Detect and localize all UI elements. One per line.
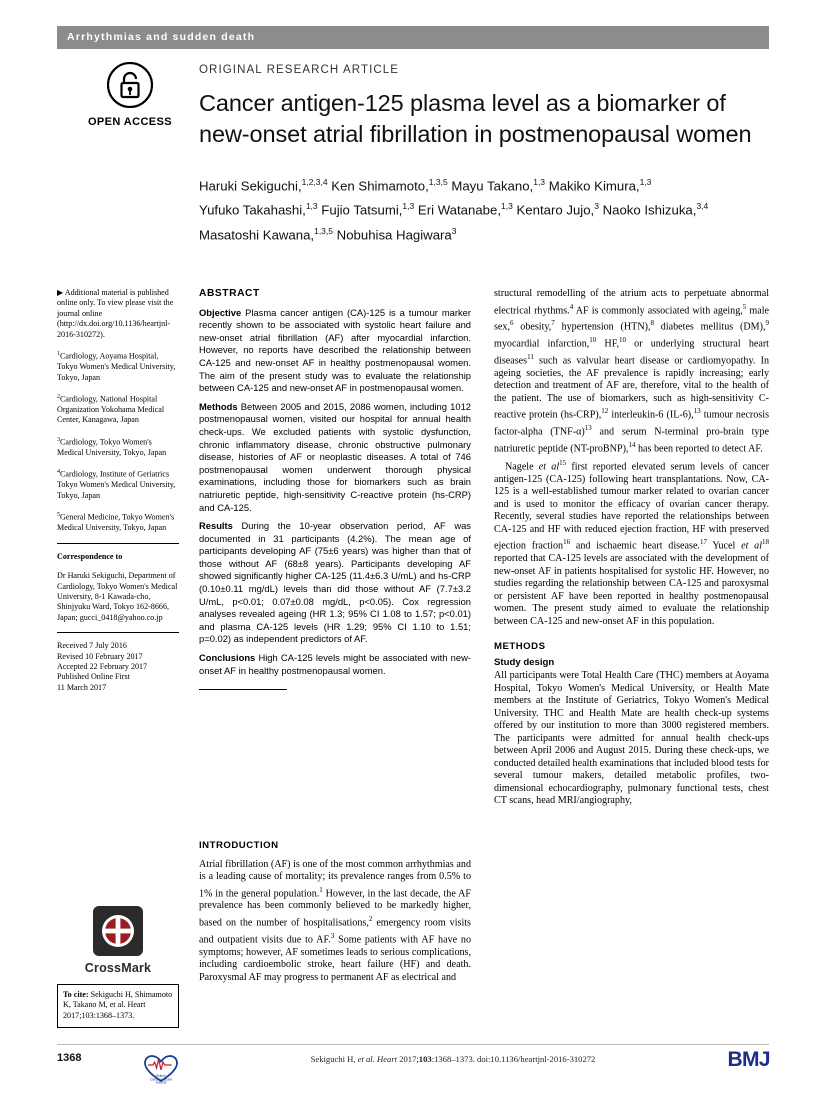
affiliation-1: $^1$Cardiology, Aoyama Hospital, Tokyo Women's Medical University, Tokyo, Japan — [57, 351, 176, 382]
affil-marker: 1,3 — [501, 201, 513, 212]
to-cite-text: Sekiguchi H, Shimamoto K, Takano M, et al. Heart 2017;103:1368–1373. — [63, 990, 173, 1020]
affil-marker: 1,3,5 — [428, 177, 448, 187]
divider — [57, 543, 179, 544]
affil-marker: 1,2,3,4 — [301, 177, 328, 187]
author-name: Fujio Tatsumi, — [317, 202, 403, 218]
affiliation-2: $^2$Cardiology, National Hospital Organization Yokohama Medical Center, Kanagawa, Japan — [57, 393, 165, 425]
body-right-column — [494, 288, 769, 809]
author-name: Kentaro Jujo, — [512, 202, 595, 218]
correspondence-heading: Correspondence to — [57, 551, 123, 561]
body-paragraph-3: All participants were Total Health Care (THC) members at Aoyama Hospital, Tokyo Women's Medical University, or Health Mate members at the Institute of Geriatrics, Tokyo Women's Medical University. THC and Health Mate are health check-up systems offered by our institution to more than 3000 registered members. The participants were admitted for annual health check-ups between April 2006 and August 2015. During these check-ups, we conducted detailed health examinations that included blood tests for several tumour makers, detailed metabolic profiles, two-dimensional echocardiography, pulmonary functional tests, chest CT scans, head MRI/angiography, — [494, 670, 769, 807]
introduction-heading: INTRODUCTION — [199, 840, 279, 851]
affil-marker: 3 — [594, 201, 599, 212]
footer-divider — [57, 1044, 769, 1045]
affiliation-5: $^5$General Medicine, Tokyo Women's Medical University, Tokyo, Japan — [57, 512, 175, 533]
methods-heading: METHODS — [494, 641, 546, 653]
author-name: Eri Watanabe, — [414, 202, 501, 218]
to-cite-box — [57, 984, 179, 1028]
page-number: 1368 — [57, 1052, 82, 1064]
affil-marker: 1,3 — [533, 177, 546, 187]
author-name: Nobuhisa Hagiwara — [333, 227, 452, 243]
introduction-paragraph: Atrial fibrillation (AF) is one of the most common arrhythmias and is a leading cause of mortality; its prevalence ranges from 0.5% to 1% in the general population.$^1$ However, in the last decade, the AF prevalence has been commonly believed to be markedly higher, based on the number of hospitalisations,$^2$ emergency room visits and outpatient visits due to AF.$^3$ Some patients with AF have no symptoms; however, AF sometimes leads to serious complications, including cardioembolic stroke, heart failure (HF) and death. Paroxysmal AF may progress to permanent AF as electrical and — [199, 858, 472, 983]
svg-text:British: British — [156, 1074, 166, 1078]
divider — [57, 632, 179, 633]
body-paragraph-2: Nagele et $al^{15}$ first reported elevated serum levels of cancer antigen-125 (CA-125) following heart transplantations. Now, CA-125 is a well-established tumour marker related to ovarian cancer and is used to monitor the efficacy of ovarian cancer therapy. Recently, several studies have reported the relationships between CA-125 and HF with reduced ejection fraction, HF with preserved ejection fraction$^{16}$ and ischaemic heart disease.$^{17}$ Yucel et $al^{18}$ reported that CA-125 levels are associated with the development of new-onset AF in patients hospitalised for systolic HF. However, no studies regarding the relationship between CA-125 and paroxysmal or persistent AF have been reported in healthy postmenopausal women. The present study aimed to evaluate the relationship between CA-125 and new-onset AF in this population. — [494, 459, 770, 627]
affil-marker: 1,3,5 — [314, 225, 333, 236]
open-access-badge — [75, 62, 185, 128]
open-access-label: OPEN ACCESS — [87, 116, 173, 128]
study-design-heading: Study design — [494, 656, 555, 668]
affil-marker: 1,3 — [402, 201, 415, 212]
author-name: Haruki Sekiguchi, — [199, 178, 302, 194]
divider — [199, 689, 287, 690]
publisher-logo: BMJ — [727, 1048, 770, 1071]
article-type-kicker: ORIGINAL RESEARCH ARTICLE — [199, 64, 400, 76]
body-paragraph-1: structural remodelling of the atrium acts to perpetuate abnormal electrical rhythms.$^4$ AF is commonly associated with ageing,$^5$ male sex,$^6$ obesity,$^7$ hypertension (HTN),$^8$ diabetes mellitus (DM),$^9$ myocardial infarction,$^{10}$ HF,$^{10}$ or underlying structural heart diseases$^{11}$ such as valvular heart disease or cardiomyopathy. In ageing societies, the AF prevalence is rapidly increasing; early detection and treatment of AF are, therefore, vital to the health of the patient. The use of biomarkers, such as high-sensitivity C-reactive protein (hs-CRP),$^{12}$ interleukin-6 (IL-6),$^{13}$ tumour necrosis factor-alpha $(TNF-\alpha)^{13}$ and serum N-terminal pro-brain type natriuretic peptide (NT-proBNP),$^{14}$ has been reported to detect AF. — [494, 288, 769, 455]
svg-text:Cardiovascular: Cardiovascular — [150, 1077, 172, 1082]
author-name: Ken Shimamoto, — [327, 178, 429, 194]
abstract-objective: Objective Plasma cancer antigen (CA)-125 is a tumour marker recently shown to be associated with systolic heart failure and new-onset atrial fibrillation (AF) after myocardial infarction. However, no reports have described the relationship between CA-125 and new-onset AF in healthy postmenopausal women. The aim of the present study was to evaluate the relationship between CA-125 and new-onset AF in postmenopausal women. — [199, 306, 471, 394]
affil-marker: 3,4 — [696, 201, 709, 212]
author-line-2 — [199, 196, 769, 220]
crossmark-badge[interactable] — [60, 905, 176, 975]
author-name: Naoko Ishizuka, — [598, 202, 697, 218]
author-line-1 — [199, 172, 769, 196]
to-cite-prefix: To cite: — [63, 990, 89, 999]
abstract-conclusions: Conclusions High CA-125 levels might be associated with new-onset AF in healthy postmenopausal women. — [199, 652, 471, 676]
author-name: Masatoshi Kawana, — [199, 227, 315, 243]
arrow-right-icon: ▶ — [57, 288, 64, 297]
abstract-heading: ABSTRACT — [199, 288, 260, 299]
running-head: Arrhythmias and sudden death — [57, 26, 769, 49]
open-lock-icon — [107, 62, 153, 108]
abstract-results: Results During the 10-year observation period, AF was documented in 31 participants (4.2%). The mean age of participants developing AF (75±6 years) was higher than that of those without AF (68±8 years). Participants developing AF showed significantly higher CA-125 (11.4±6.3 U/mL) and hs-CRP (0.10±0.11 mg/dL) levels than did those without AF (7.7±3.2 U/mL, p<0.01; 0.07±0.08 mg/dL, p<0.05). Cox regression analyses revealed ageing (HR 1.3; 95% CI 1.08 to 1.57; p<0.01) and plasma CA-125 levels (HR 1.29; 95% CI 1.10 to 1.51; p=0.02) as independent predictors of AF. — [199, 520, 471, 645]
introduction-section — [199, 840, 471, 984]
sidebar-metadata — [57, 288, 179, 702]
correspondence-text: Dr Haruki Sekiguchi, Department of Cardiology, Tokyo Women's Medical University, 8-1 Kawada-cho, Shinjyuku Ward, Tokyo 162-8666, Japan; gucci_0418@yahoo.co.jp — [57, 571, 178, 622]
author-line-3 — [199, 221, 769, 245]
affiliation-3: $^3$Cardiology, Tokyo Women's Medical University, Tokyo, Japan — [57, 436, 167, 457]
article-history: Received 7 July 2016 Revised 10 February 2017 Accepted 22 February 2017 Published Online First 11 March 2017 — [57, 641, 148, 692]
title-block — [199, 64, 769, 245]
society-logo-icon — [141, 1052, 181, 1084]
author-name: Makiko Kimura, — [545, 178, 640, 194]
crossmark-icon — [92, 905, 144, 957]
affil-marker: 1,3 — [639, 177, 652, 187]
author-name: Mayu Takano, — [447, 178, 534, 194]
affiliation-4: $^4$Cardiology, Institute of Geriatrics Tokyo Women's Medical University, Tokyo, Japan — [57, 469, 176, 500]
svg-text:Society: Society — [155, 1080, 167, 1084]
affil-marker: 1,3 — [305, 201, 318, 212]
additional-material-note: ▶ Additional material is published online only. To view please visit the journal online (http://dx.doi.org/10.1136/heartjnl-2016-310272). — [57, 288, 174, 339]
footer-citation: Sekiguchi H, et al. Heart 2017;103:1368–1373. doi:10.1136/heartjnl-2016-310272 — [310, 1054, 596, 1064]
crossmark-label: CrossMark — [84, 961, 152, 975]
abstract-section — [199, 288, 471, 690]
abstract-methods: Methods Between 2005 and 2015, 2086 women, including 1012 postmenopausal women, visited our hospital for annual health check-ups. We excluded patients with systolic dysfunction, chronic inflammatory disease, chronic obstructive pulmonary disease, histories of AF or neoplastic diseases. A total of 746 postmenopausal women underwent thorough physical examinations, including those for biomarkers such as brain natriuretic peptide, high-sensitivity C-reactive protein (hs-CRP) and CA-125. — [199, 400, 471, 513]
author-list — [199, 172, 769, 245]
affil-marker: 3 — [451, 225, 457, 236]
page-title: Cancer antigen-125 plasma level as a biomarker of new-onset atrial fibrillation in postmenopausal women — [199, 90, 752, 147]
author-name: Yufuko Takahashi, — [199, 202, 306, 218]
